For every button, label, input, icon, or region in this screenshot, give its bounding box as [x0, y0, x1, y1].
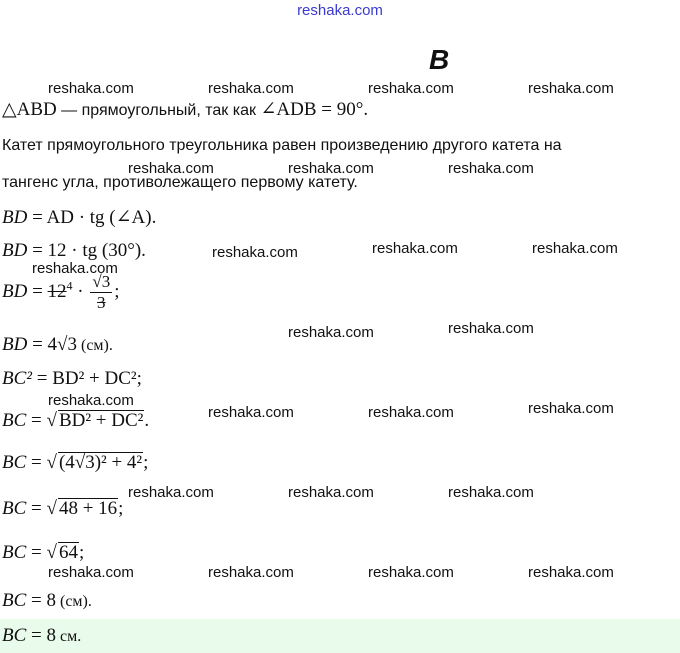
triangle-name: △ABD — [2, 99, 57, 120]
eq8-equals-root: = √ — [26, 498, 57, 519]
watermark: reshaka.com — [128, 160, 214, 177]
watermark: reshaka.com — [208, 80, 294, 97]
watermark: reshaka.com — [208, 404, 294, 421]
watermark: reshaka.com — [448, 484, 534, 501]
right-angle: ∠ADB = 90° — [260, 99, 364, 120]
equation-6 — [2, 410, 149, 432]
watermark: reshaka.com — [368, 80, 454, 97]
statement-end: . — [363, 99, 369, 120]
eq8-end: ; — [118, 498, 124, 519]
answer-unit: см. — [56, 628, 82, 645]
eq3-cancelled-number: 12 — [47, 280, 67, 302]
eq5-rhs: = BD² + DC²; — [31, 368, 142, 389]
rule-line-2: тангенс угла, противолежащего первому катету. — [2, 174, 358, 191]
eq8-lhs: BC — [2, 498, 27, 519]
equation-4 — [2, 334, 113, 356]
eq4-lhs: BD — [2, 334, 28, 355]
equation-5 — [2, 368, 142, 390]
watermark: reshaka.com — [528, 564, 614, 581]
watermark: reshaka.com — [212, 244, 298, 261]
watermark: reshaka.com — [372, 240, 458, 257]
eq9-end: ; — [78, 542, 85, 563]
site-link[interactable]: reshaka.com — [297, 2, 383, 19]
eq3-fraction-numerator: √3 — [92, 272, 111, 291]
watermark: reshaka.com — [48, 80, 134, 97]
eq3-reduced: 4 — [66, 278, 73, 293]
triangle-statement — [2, 98, 368, 121]
rule-line-1: Катет прямоугольного треугольника равен произведению другого катета на — [2, 137, 562, 154]
equation-10 — [2, 590, 92, 612]
eq6-end: . — [144, 410, 150, 431]
equation-1 — [2, 206, 156, 229]
answer-rhs: = 8 — [26, 625, 56, 646]
watermark: reshaka.com — [48, 392, 134, 409]
watermark: reshaka.com — [48, 564, 134, 581]
eq2-rhs: = 12 · tg (30°). — [27, 240, 146, 261]
eq4-rhs: = 4√3 — [27, 334, 77, 355]
section-letter: В — [429, 44, 449, 75]
eq3-equals: = — [27, 280, 48, 302]
answer-lhs: BC — [2, 625, 27, 646]
eq6-equals-root: = √ — [26, 410, 57, 431]
watermark: reshaka.com — [288, 324, 374, 341]
watermark: reshaka.com — [448, 320, 534, 337]
watermark: reshaka.com — [528, 400, 614, 417]
equation-2 — [2, 240, 146, 262]
eq3-fraction — [90, 272, 112, 313]
watermark: reshaka.com — [368, 564, 454, 581]
eq10-rhs: = 8 — [26, 590, 56, 611]
equation-7 — [2, 452, 148, 474]
equation-8 — [2, 498, 123, 520]
eq4-unit: (см). — [76, 337, 113, 354]
eq7-equals-root: = √ — [26, 452, 57, 473]
watermark: reshaka.com — [368, 404, 454, 421]
eq3-lhs: BD — [2, 280, 28, 302]
eq6-lhs: BC — [2, 410, 27, 431]
eq5-lhs: BC² — [2, 368, 32, 389]
eq1-lhs: BD — [2, 207, 28, 228]
watermark: reshaka.com — [288, 160, 374, 177]
eq3-fraction-denominator: 3 — [97, 293, 106, 312]
eq10-unit: (см). — [56, 593, 92, 610]
eq7-lhs: BC — [2, 452, 27, 473]
watermark: reshaka.com — [532, 240, 618, 257]
eq7-end: ; — [143, 452, 149, 473]
equation-3 — [2, 272, 120, 313]
answer-line — [2, 625, 81, 647]
eq8-radicand: 48 + 16 — [58, 498, 118, 519]
eq3-end: ; — [114, 280, 120, 302]
eq6-radicand: BD² + DC² — [58, 410, 144, 431]
eq2-lhs: BD — [2, 240, 28, 261]
equation-9 — [2, 542, 84, 564]
eq10-lhs: BC — [2, 590, 27, 611]
watermark: reshaka.com — [448, 160, 534, 177]
watermark: reshaka.com — [208, 564, 294, 581]
watermark: reshaka.com — [288, 484, 374, 501]
eq9-lhs: BC — [2, 542, 27, 563]
eq9-radicand: 64 — [58, 542, 78, 563]
answer-box — [0, 619, 680, 653]
eq1-rhs: = AD · tg (∠A). — [27, 207, 157, 228]
eq3-dot: · — [72, 280, 89, 302]
eq7-radicand: (4√3)² + 4² — [58, 452, 143, 473]
watermark: reshaka.com — [528, 80, 614, 97]
statement-text: — прямоугольный, так как — [56, 102, 261, 119]
watermark: reshaka.com — [32, 260, 118, 277]
eq9-equals-root: = √ — [26, 542, 57, 563]
watermark: reshaka.com — [128, 484, 214, 501]
